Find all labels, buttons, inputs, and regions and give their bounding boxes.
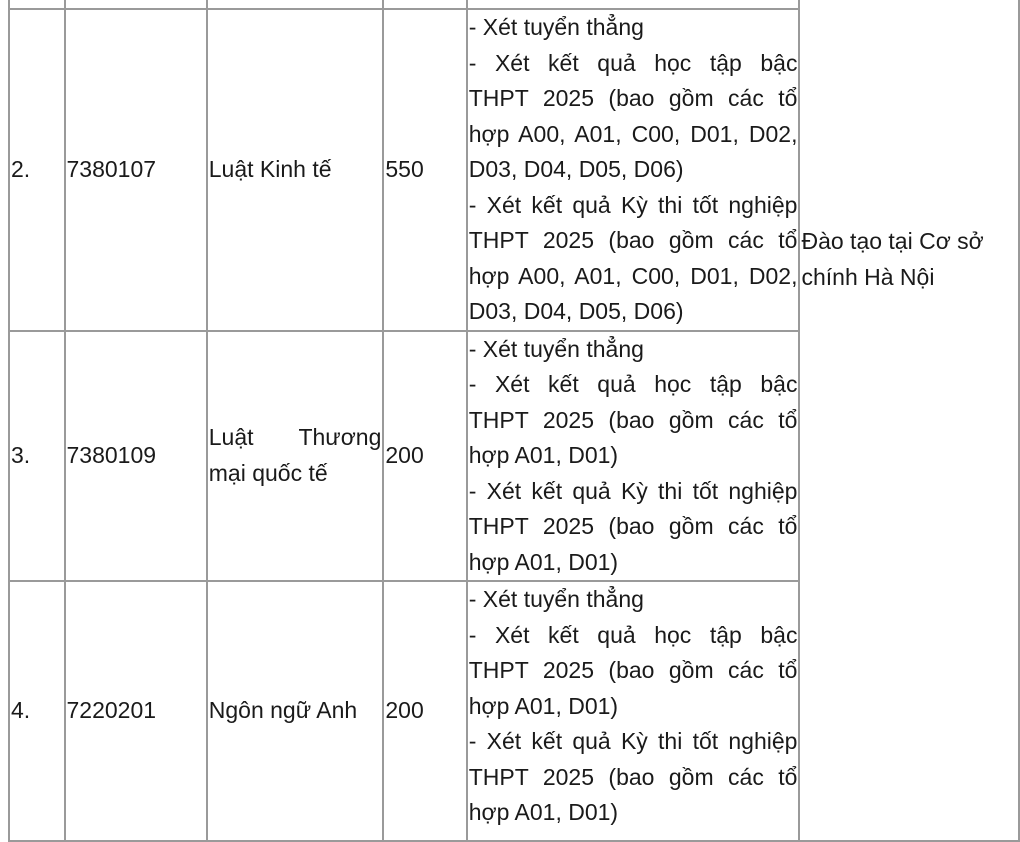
admission-methods xyxy=(467,9,800,331)
table-row xyxy=(9,9,1019,331)
major-code: 7220201 xyxy=(65,581,207,841)
method-line: D03, D04, D05, D06) xyxy=(468,298,684,324)
major-name-line: Luật Thương xyxy=(208,424,382,451)
major-code: 7380109 xyxy=(65,331,207,582)
method-line: THPT 2025 (bao gồm các tổ xyxy=(468,657,798,683)
method-line: D03, D04, D05, D06) xyxy=(468,156,684,182)
method-line: - Xét kết quả Kỳ thi tốt nghiệp xyxy=(468,728,798,754)
method-line: hợp A00, A01, C00, D01, D02, xyxy=(468,120,798,147)
method-line: - Xét tuyển thẳng xyxy=(468,14,644,40)
row-number xyxy=(9,0,65,9)
method-line: hợp A00, A01, C00, D01, D02, xyxy=(468,262,798,289)
major-name-line: Luật Kinh tế xyxy=(208,156,332,182)
method-line: THPT 2025 (bao gồm các tổ xyxy=(468,763,798,790)
method-line: - Xét kết quả Kỳ thi tốt nghiệp xyxy=(468,191,798,218)
method-line: - Xét tuyển thẳng xyxy=(468,586,644,612)
quota: 200 xyxy=(383,331,466,582)
method-line: hợp A01, D01) xyxy=(468,692,619,719)
admission-methods xyxy=(467,581,800,841)
method-line: THPT 2025 (bao gồm các tổ xyxy=(468,85,798,111)
admission-methods xyxy=(467,331,800,582)
location-note xyxy=(799,9,1019,841)
method-line: - Xét kết quả học tập bậc xyxy=(468,621,798,648)
major-name-line: mại quốc tế xyxy=(208,459,328,486)
location-note-line: chính Hà Nội xyxy=(801,263,935,290)
major-name xyxy=(207,331,384,582)
method-line: - Xét kết quả học tập bậc xyxy=(468,49,798,76)
major-name xyxy=(207,0,384,9)
method-line: hợp A01, D01) xyxy=(468,442,619,468)
admission-table xyxy=(8,0,1020,842)
major-name xyxy=(207,9,384,331)
note-cell-top xyxy=(799,0,1019,9)
admission-methods xyxy=(467,0,800,9)
method-line: - Xét tuyển thẳng xyxy=(468,335,644,362)
method-line: - Xét kết quả Kỳ thi tốt nghiệp xyxy=(468,477,798,504)
method-line: - Xét kết quả học tập bậc xyxy=(468,371,798,397)
quota: 550 xyxy=(383,9,466,331)
row-number: 3. xyxy=(9,331,65,582)
major-code xyxy=(65,0,207,9)
method-line: THPT 2025 (bao gồm các tổ xyxy=(468,227,798,253)
row-number: 2. xyxy=(9,9,65,331)
method-line: hợp A01, D01) xyxy=(468,548,619,575)
quota xyxy=(383,0,466,9)
quota: 200 xyxy=(383,581,466,841)
major-code: 7380107 xyxy=(65,9,207,331)
method-line: THPT 2025 (bao gồm các tổ xyxy=(468,406,798,433)
location-note-line: Đào tạo tại Cơ sở xyxy=(801,228,984,254)
row-number: 4. xyxy=(9,581,65,841)
method-line: hợp A01, D01) xyxy=(468,799,619,825)
method-line: THPT 2025 (bao gồm các tổ xyxy=(468,513,798,539)
major-name-line: Ngôn ngữ Anh xyxy=(208,697,358,724)
table-row xyxy=(9,0,1019,9)
major-name xyxy=(207,581,384,841)
